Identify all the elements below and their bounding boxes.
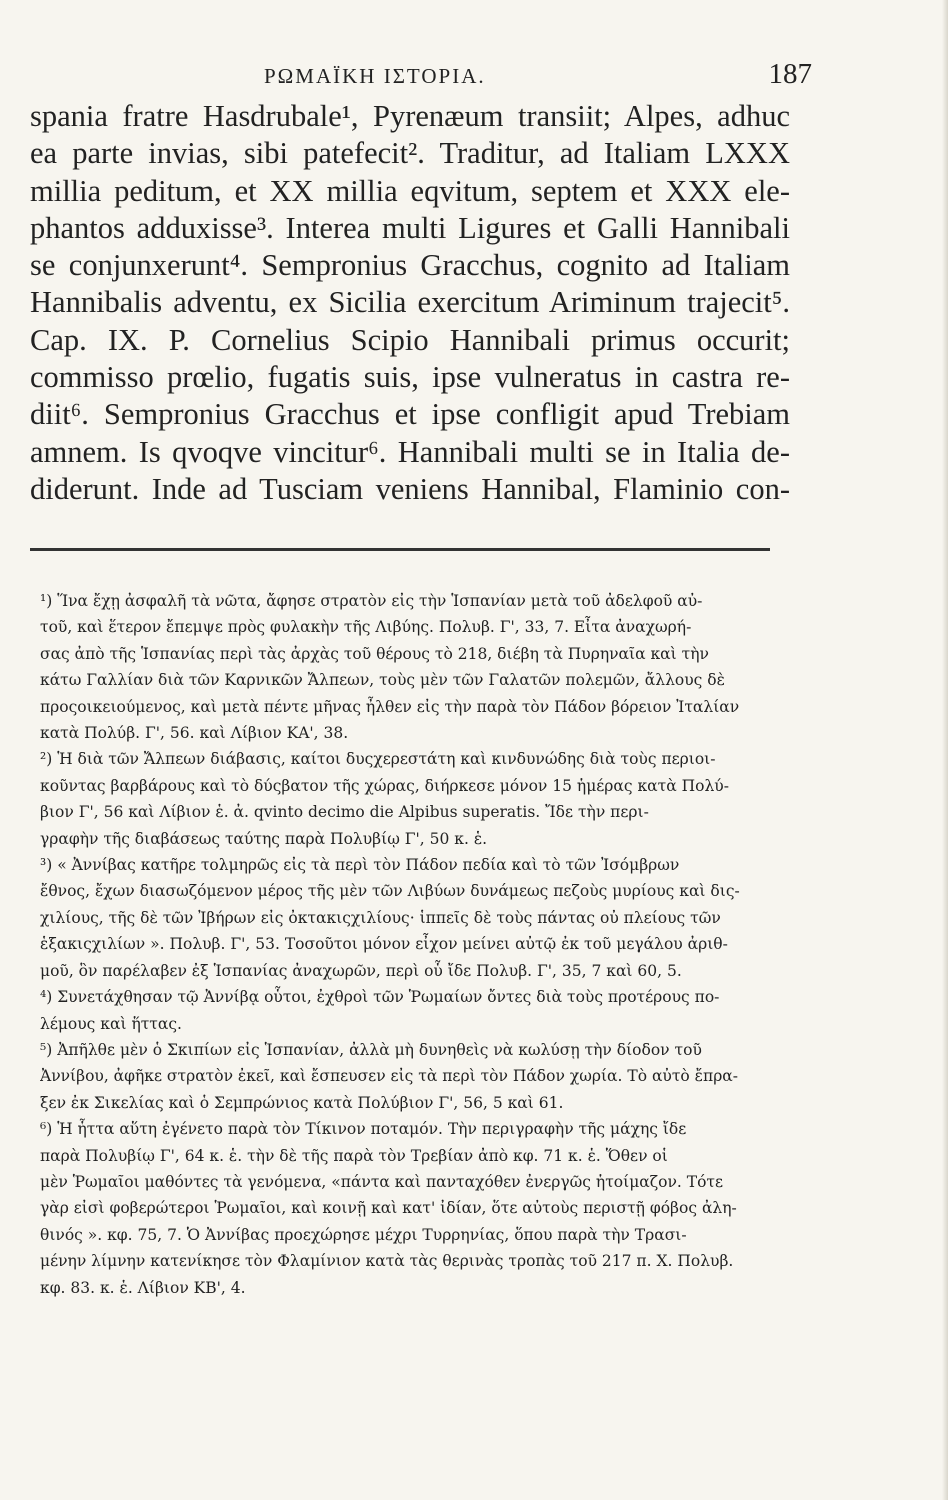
main-line: diit⁶. Sempronius Gracchus et ipse confligit apud Trebiam bbox=[30, 397, 790, 432]
footnote-line: κφ. 83. κ. ἑ. Λίβιον ΚΒ', 4. bbox=[40, 1278, 246, 1297]
footnote-line: κατὰ Πολύβ. Γ', 56. καὶ Λίβιον ΚΑ', 38. bbox=[40, 724, 349, 743]
footnote-line: ²) Ἡ διὰ τῶν Ἄλπεων διάβασις, καίτοι δυςχερεστάτη καὶ κινδυνώδης διὰ τοὺς περιοι- bbox=[40, 750, 716, 769]
main-line: amnem. Is qvoqve vincitur⁶. Hannibali multi se in Italia de- bbox=[30, 434, 790, 469]
main-line: commisso prœlio, fugatis suis, ipse vulneratus in castra re- bbox=[30, 360, 790, 395]
running-head bbox=[30, 58, 812, 98]
footnote-line: μένην λίμνην κατενίκησε τὸν Φλαμίνιον κατὰ τὰς θερινὰς τροπὰς τοῦ 217 π. Χ. Πολυβ. bbox=[40, 1252, 734, 1271]
footnote-line: κάτω Γαλλίαν διὰ τῶν Καρνικῶν Ἄλπεων, τοὺς μὲν τῶν Γαλατῶν πολεμῶν, ἄλλους δὲ bbox=[40, 671, 725, 690]
footnote-line: ³) « Ἀννίβας κατῆρε τολμηρῶς εἰς τὰ περὶ τὸν Πάδον πεδία καὶ τὸ τῶν Ἰσόμβρων bbox=[40, 856, 680, 875]
footnote-line: ⁶) Ἡ ἧττα αὕτη ἐγένετο παρὰ τὸν Τίκινον ποταμόν. Τὴν περιγραφὴν τῆς μάχης ἴδε bbox=[40, 1120, 687, 1139]
footnote-line: κοῦντας βαρβάρους καὶ τὸ δύςβατον τῆς χώρας, διήρκεσε μόνον 15 ἡμέρας κατὰ Πολύ- bbox=[40, 776, 729, 795]
main-line: spania fratre Hasdrubale¹, Pyrenæum transiit; Alpes, adhuc bbox=[30, 99, 790, 133]
footnote-line: ⁴) Συνετάχθησαν τῷ Ἀννίβᾳ οὗτοι, ἐχθροὶ τῶν Ῥωμαίων ὄντες διὰ τοὺς προτέρους πο- bbox=[40, 988, 720, 1007]
main-line: millia peditum, et XX millia eqvitum, septem et XXX ele- bbox=[30, 173, 790, 208]
footnote-block bbox=[40, 588, 775, 1301]
main-line: diderunt. Inde ad Tusciam veniens Hannibal, Flaminio con- bbox=[30, 471, 790, 506]
page-number: 187 bbox=[768, 58, 812, 90]
footnote-line: γὰρ εἰσὶ φοβερώτεροι Ῥωμαῖοι, καὶ κοινῇ καὶ κατ' ἰδίαν, ὅτε αὐτοὺς περιστῇ φόβος ἀλη- bbox=[40, 1199, 737, 1218]
footnote-line: τοῦ, καὶ ἕτερον ἔπεμψε πρὸς φυλακὴν τῆς Λιβύης. Πολυβ. Γ', 33, 7. Εἶτα ἀναχωρή- bbox=[40, 618, 692, 637]
main-line: Hannibalis adventu, ex Sicilia exercitum Ariminum trajecit⁵. bbox=[30, 285, 790, 320]
footnote-line: γραφὴν τῆς διαβάσεως ταύτης παρὰ Πολυβίῳ Γ', 50 κ. ἑ. bbox=[40, 829, 488, 848]
footnote-line: σας ἀπὸ τῆς Ἱσπανίας περὶ τὰς ἀρχὰς τοῦ θέρους τὸ 218, διέβη τὰ Πυρηναῖα καὶ τὴν bbox=[40, 644, 709, 663]
footnote-line: παρὰ Πολυβίῳ Γ', 64 κ. ἑ. τὴν δὲ τῆς παρὰ τὸν Τρεβίαν ἀπὸ κφ. 71 κ. ἑ. Ὅθεν οἱ bbox=[40, 1146, 668, 1165]
footnote-line: ξεν ἐκ Σικελίας καὶ ὁ Σεμπρώνιος κατὰ Πολύβιον Γ', 56, 5 καὶ 61. bbox=[40, 1093, 564, 1112]
main-line: se conjunxerunt⁴. Sempronius Gracchus, cognito ad Italiam bbox=[30, 248, 790, 283]
footnote-line: ¹) Ἵνα ἔχῃ ἀσφαλῆ τὰ νῶτα, ἄφησε στρατὸν εἰς τὴν Ἱσπανίαν μετὰ τοῦ ἀδελφοῦ αὐ- bbox=[40, 592, 703, 610]
page-edge-shadow bbox=[942, 0, 948, 1500]
footnote-line: βιον Γ', 56 καὶ Λίβιον ἑ. ἀ. qvinto decimo die Alpibus superatis. Ἴδε τὴν περι- bbox=[40, 803, 649, 822]
footnote-separator-rule bbox=[30, 548, 770, 551]
footnote-line: προςοικειούμενος, καὶ μετὰ πέντε μῆνας ἦλθεν εἰς τὴν παρὰ τὸν Πάδον βόρειον Ἰταλίαν bbox=[40, 697, 740, 716]
footnote-line: θινός ». κφ. 75, 7. Ὁ Ἀννίβας προεχώρησε μέχρι Τυρρηνίας, ὅπου παρὰ τὴν Τρασι- bbox=[40, 1225, 687, 1244]
footnote-line: ⁵) Ἀπῆλθε μὲν ὁ Σκιπίων εἰς Ἱσπανίαν, ἀλλὰ μὴ δυνηθεὶς νὰ κωλύσῃ τὴν δίοδον τοῦ bbox=[40, 1040, 702, 1059]
footnote-line: λέμους καὶ ἥττας. bbox=[40, 1014, 182, 1033]
footnotes bbox=[40, 588, 775, 1301]
footnote-line: χιλίους, τῆς δὲ τῶν Ἰβήρων εἰς ὀκτακιςχιλίους· ἱππεῖς δὲ τοὺς πάντας οὐ πλείους τῶν bbox=[40, 908, 721, 927]
footnote-line: ἔθνος, ἔχων διασωζόμενον μέρος τῆς μὲν τῶν Λιβύων δυνάμεως πεζοὺς μυρίους καὶ δις- bbox=[40, 882, 740, 901]
main-line: ea parte invias, sibi patefecit². Traditur, ad Italiam LXXX bbox=[30, 136, 790, 171]
footnote-line: Ἀννίβου, ἀφῆκε στρατὸν ἐκεῖ, καὶ ἔσπευσεν εἰς τὰ περὶ τὸν Πάδον χωρία. Τὸ αὐτὸ ἔπρα- bbox=[40, 1067, 739, 1086]
footnote-line: μοῦ, ὃν παρέλαβεν ἐξ Ἱσπανίας ἀναχωρῶν, περὶ οὗ ἴδε Πολυβ. Γ', 35, 7 καὶ 60, 5. bbox=[40, 961, 682, 980]
main-text bbox=[30, 98, 790, 508]
page-body bbox=[30, 58, 812, 508]
footnote-line: ἑξακιςχιλίων ». Πολυβ. Γ', 53. Τοσοῦτοι μόνον εἶχον μείνει αὐτῷ ἐκ τοῦ μεγάλου ἀριθ- bbox=[40, 935, 728, 954]
running-head-title: ΡΩΜΑΪΚΗ ΙΣΤΟΡΙΑ. bbox=[264, 64, 486, 88]
footnote-line: μὲν Ῥωμαῖοι μαθόντες τὰ γενόμενα, «πάντα καὶ πανταχόθεν ἐνεργῶς ἡτοίμαζον. Τότε bbox=[40, 1172, 724, 1191]
main-line: phantos adduxisse³. Interea multi Ligures et Galli Hannibali bbox=[30, 210, 790, 245]
main-line-chapter: Cap. IX. P. Cornelius Scipio Hannibali primus occurit; bbox=[30, 322, 790, 357]
